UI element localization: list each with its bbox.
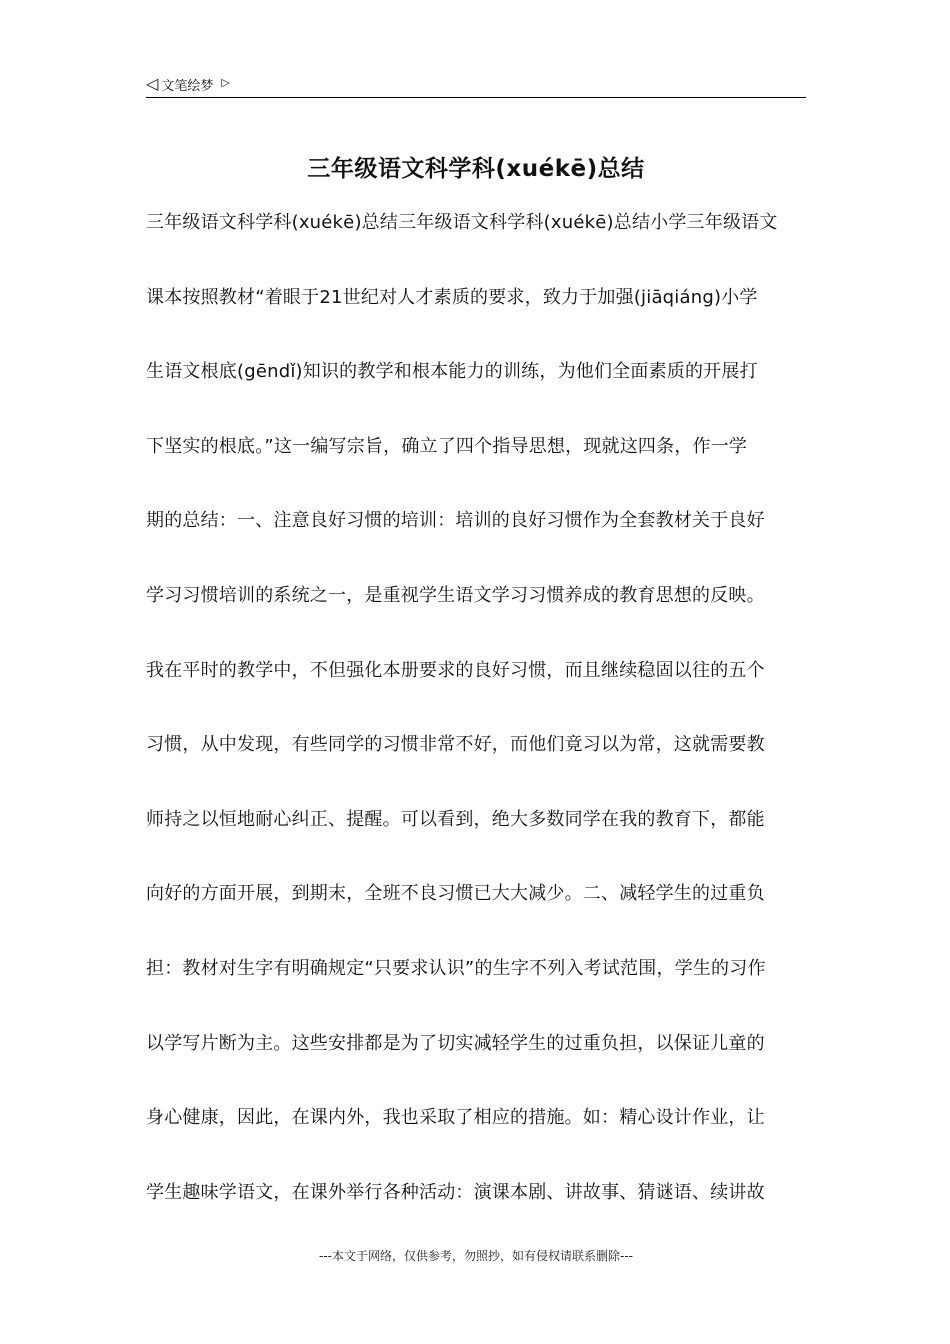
page-footer-disclaimer: ---本文于网络，仅供参考，勿照抄，如有侵权请联系删除--- <box>319 1249 633 1263</box>
body-line: 生语文根底(gēndǐ)知识的教学和根本能力的训练，为他们全面素质的开展打 <box>146 361 758 383</box>
body-line: 期的总结：一、注意良好习惯的培训：培训的良好习惯作为全套教材关于良好 <box>146 510 765 532</box>
body-line: 下坚实的根底。”这一编写宗旨，确立了四个指导思想，现就这四条，作一学 <box>146 435 748 457</box>
body-line: 学生趣味学语文，在课外举行各种活动：演课本剧、讲故事、猜谜语、续讲故 <box>146 1181 765 1203</box>
right-triangle-icon: ▷ <box>221 75 230 89</box>
body-line: 向好的方面开展，到期末，全班不良习惯已大大减少。二、减轻学生的过重负 <box>146 883 765 905</box>
header-divider <box>146 97 806 98</box>
body-line: 课本按照教材“着眼于21世纪对人才素质的要求，致力于加强(jiāqiáng)小学 <box>146 286 758 308</box>
left-triangle-icon: ◁ <box>146 74 159 93</box>
body-line: 身心健康，因此，在课内外，我也采取了相应的措施。如：精心设计作业，让 <box>146 1107 765 1129</box>
document-title: 三年级语文科学科(xuékē)总结 <box>307 156 645 182</box>
document-body <box>146 205 806 1249</box>
body-line: 我在平时的教学中，不但强化本册要求的良好习惯，而且继续稳固以往的五个 <box>146 659 765 681</box>
page-header <box>146 72 806 96</box>
body-line: 师持之以恒地耐心纠正、提醒。可以看到，绝大多数同学在我的教育下，都能 <box>146 808 765 830</box>
body-line: 三年级语文科学科(xuékē)总结三年级语文科学科(xuékē)总结小学三年级语文 <box>146 212 778 233</box>
body-line: 以学写片断为主。这些安排都是为了切实减轻学生的过重负担，以保证儿童的 <box>146 1032 765 1054</box>
body-line: 习惯，从中发现，有些同学的习惯非常不好，而他们竟习以为常，这就需要教 <box>146 734 765 756</box>
body-line: 担：教材对生字有明确规定“只要求认识”的生字不列入考试范围，学生的习作 <box>146 957 766 979</box>
header-brand-text: 文笔绘梦 <box>161 78 214 94</box>
body-line: 学习习惯培训的系统之一，是重视学生语文学习习惯养成的教育思想的反映。 <box>146 584 765 606</box>
